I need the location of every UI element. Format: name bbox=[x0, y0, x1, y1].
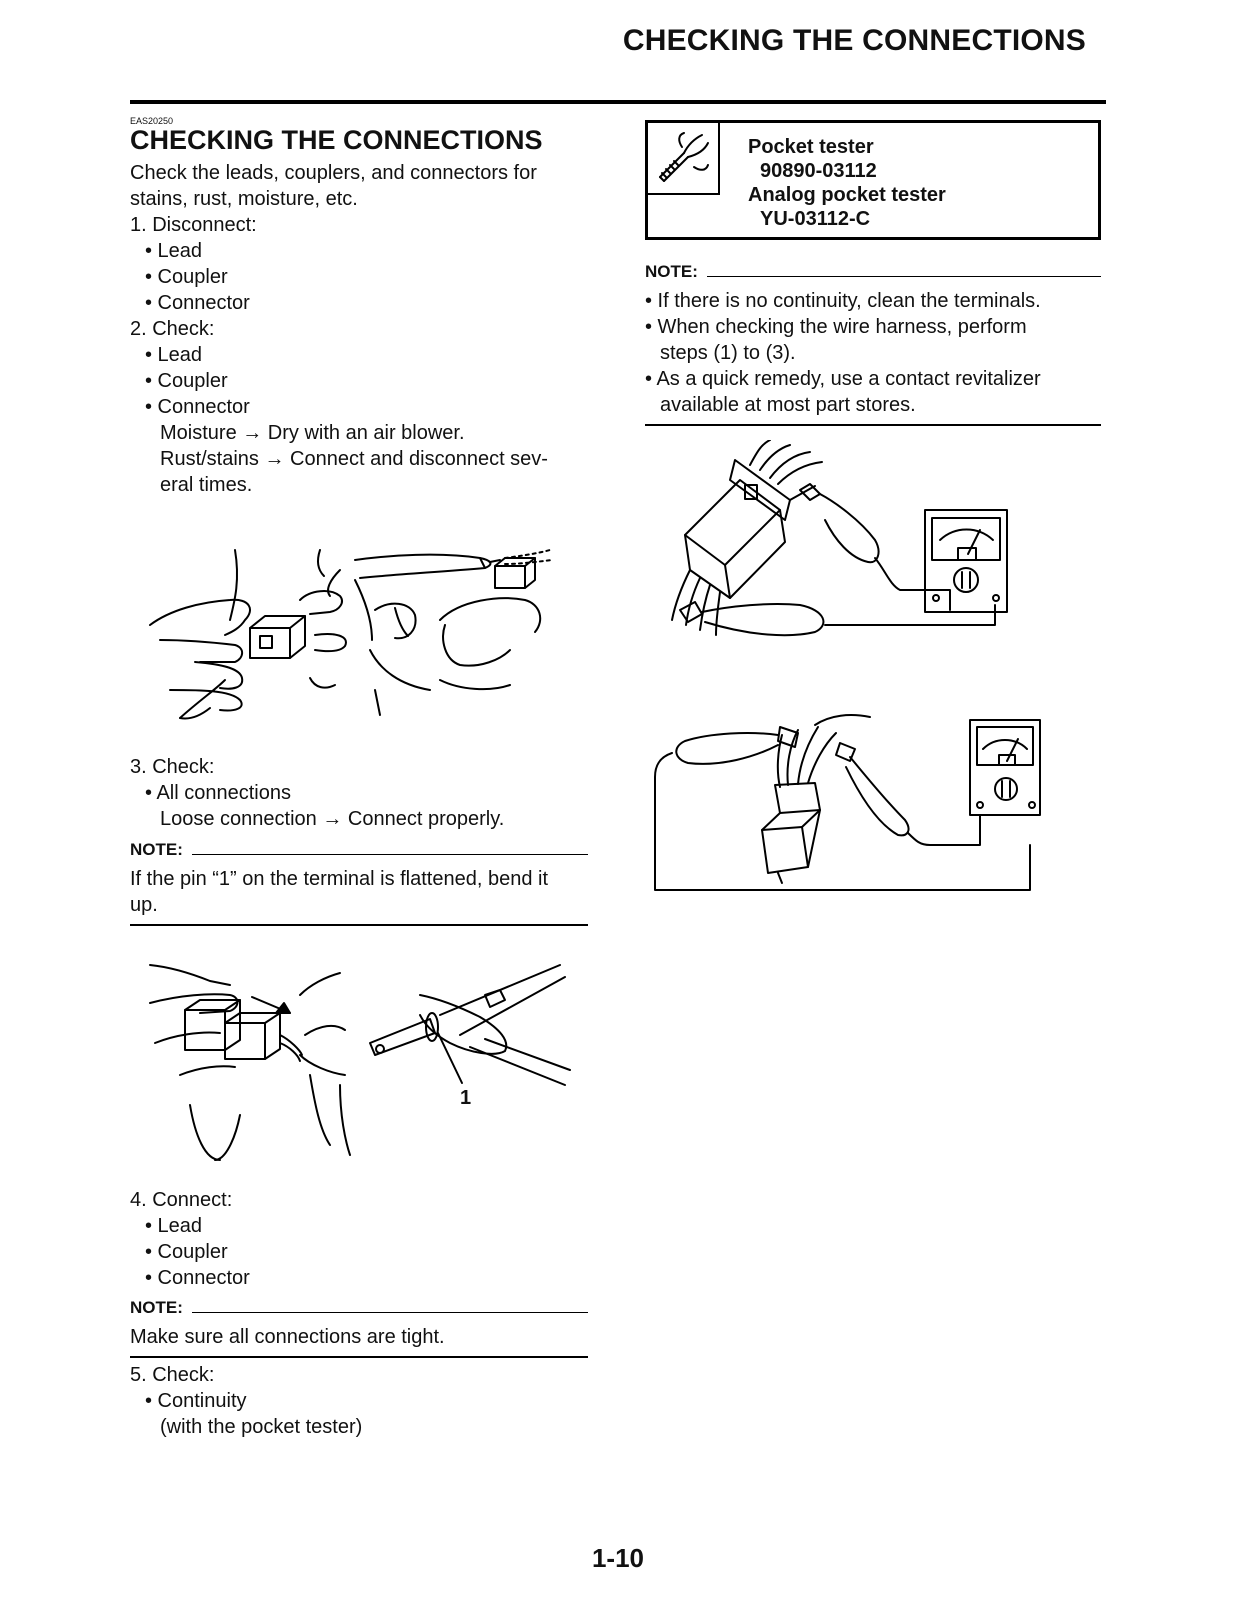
step4-note-text: Make sure all connections are tight. bbox=[130, 1326, 445, 1348]
right-note-bullet-3-line-1: • As a quick remedy, use a contact revitalizer bbox=[645, 368, 1041, 390]
step2-rust-2: eral times. bbox=[160, 474, 253, 496]
tool-icon-cell bbox=[648, 123, 720, 195]
step5-label: 5. Check: bbox=[130, 1364, 215, 1386]
step2-item-lead: • Lead bbox=[145, 344, 203, 366]
step3-loose: Loose connection → Connect properly. bbox=[160, 808, 505, 830]
step3-note-line-2: up. bbox=[130, 894, 158, 916]
illustration-tester-coupler-1 bbox=[650, 440, 1050, 670]
step4-item-lead: • Lead bbox=[145, 1215, 203, 1237]
page-header-title: CHECKING THE CONNECTIONS bbox=[622, 24, 1086, 57]
step3-note-line bbox=[192, 854, 588, 855]
tool-name-1: Pocket tester bbox=[748, 136, 874, 158]
step1-item-connector: • Connector bbox=[145, 292, 250, 314]
illustration-disconnect-and-blow-dry bbox=[140, 540, 590, 720]
right-note-label: NOTE: bbox=[645, 262, 698, 281]
section-code: EAS20250 bbox=[130, 116, 174, 126]
step1-label: 1. Disconnect: bbox=[130, 214, 257, 236]
right-note-line bbox=[707, 276, 1101, 277]
step2-item-coupler: • Coupler bbox=[145, 370, 228, 392]
step4-item-coupler: • Coupler bbox=[145, 1241, 228, 1263]
step4-item-connector: • Connector bbox=[145, 1267, 250, 1289]
illustration-tester-coupler-2 bbox=[650, 705, 1050, 900]
intro-line-2: stains, rust, moisture, etc. bbox=[130, 188, 358, 210]
section-title: CHECKING THE CONNECTIONS bbox=[130, 125, 543, 155]
special-tool-box bbox=[645, 120, 1101, 240]
step1-item-lead: • Lead bbox=[145, 240, 203, 262]
step3-note-line-1: If the pin “1” on the terminal is flattened, bend it bbox=[130, 868, 549, 890]
step2-rust-1: Rust/stains → Connect and disconnect sev- bbox=[160, 448, 548, 470]
step2-moisture: Moisture → Dry with an air blower. bbox=[160, 422, 465, 444]
callout-pin-1: 1 bbox=[460, 1087, 472, 1109]
tool-part-1: 90890-03112 bbox=[760, 160, 877, 182]
step2-item-connector: • Connector bbox=[145, 396, 250, 418]
right-note-bullet-3-line-2: available at most part stores. bbox=[660, 394, 916, 416]
illustration-terminal-pin bbox=[140, 955, 590, 1165]
step4-note-line bbox=[192, 1312, 588, 1313]
header-rule bbox=[130, 100, 1106, 104]
step5-item: • Continuity bbox=[145, 1390, 247, 1412]
right-note-bullet-2-line-1: • When checking the wire harness, perform bbox=[645, 316, 1027, 338]
step4-label: 4. Connect: bbox=[130, 1189, 233, 1211]
step3-note-end-rule bbox=[130, 924, 588, 926]
step1-item-coupler: • Coupler bbox=[145, 266, 228, 288]
step2-label: 2. Check: bbox=[130, 318, 215, 340]
step4-note-end-rule bbox=[130, 1356, 588, 1358]
tool-part-2: YU-03112-C bbox=[760, 208, 871, 230]
step3-label: 3. Check: bbox=[130, 756, 215, 778]
step3-item: • All connections bbox=[145, 782, 291, 804]
right-note-end-rule bbox=[645, 424, 1101, 426]
right-note-bullet-1: • If there is no continuity, clean the terminals. bbox=[645, 290, 1041, 312]
right-note-bullet-2-line-2: steps (1) to (3). bbox=[660, 342, 796, 364]
intro-line-1: Check the leads, couplers, and connectors for bbox=[130, 162, 537, 184]
page-number: 1-10 bbox=[591, 1543, 645, 1573]
step5-item-sub: (with the pocket tester) bbox=[160, 1416, 363, 1438]
step3-note-label: NOTE: bbox=[130, 840, 183, 859]
step4-note-label: NOTE: bbox=[130, 1298, 183, 1317]
pocket-tester-icon bbox=[652, 127, 712, 187]
tool-name-2: Analog pocket tester bbox=[748, 184, 946, 206]
